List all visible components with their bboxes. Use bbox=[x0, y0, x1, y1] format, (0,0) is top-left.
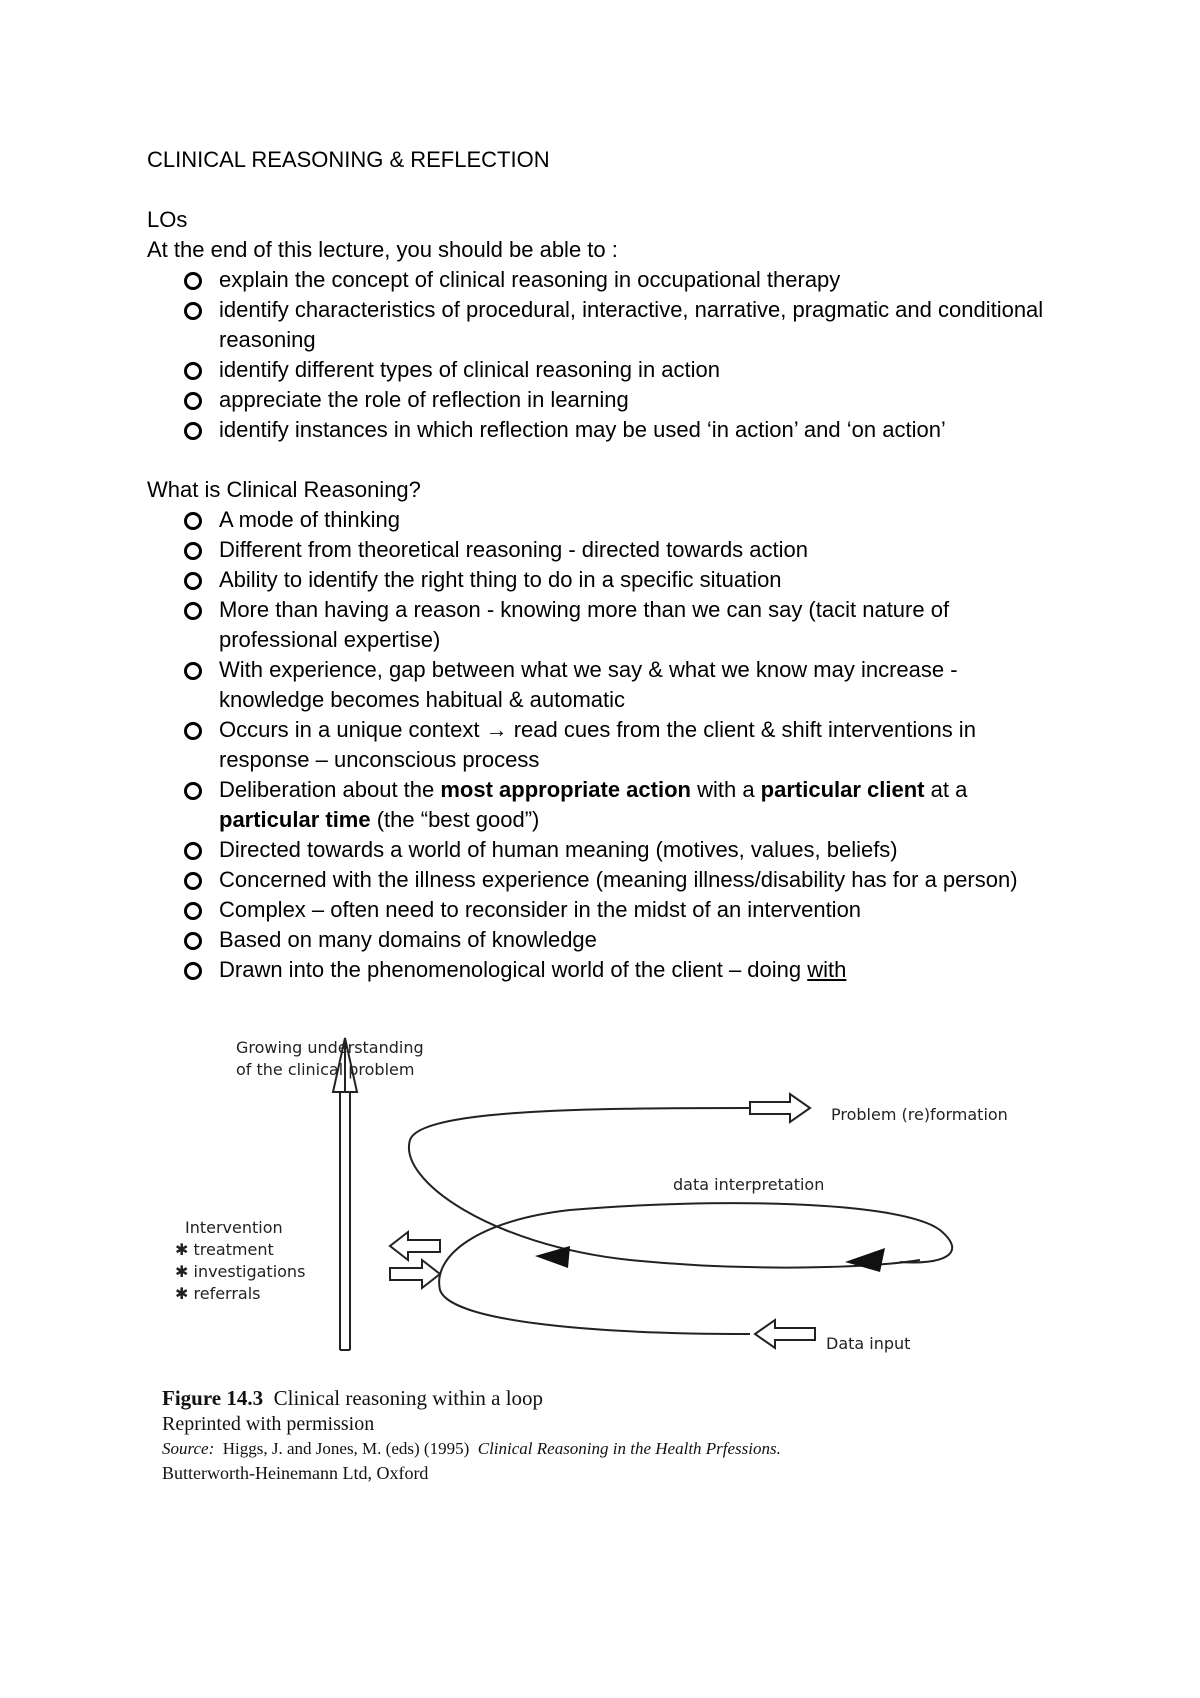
list-item: identify different types of clinical reasoning in action bbox=[219, 355, 1047, 385]
list-item: Occurs in a unique context → read cues from the client & shift interventions in response – unconscious process bbox=[219, 715, 1047, 775]
outer-loop-line bbox=[409, 1108, 920, 1268]
list-item: appreciate the role of reflection in learning bbox=[219, 385, 1047, 415]
list-item: Drawn into the phenomenological world of the client – doing with bbox=[219, 955, 1047, 985]
circle-bullet-icon bbox=[184, 602, 202, 620]
source-title: Clinical Reasoning in the Health Prfessions. bbox=[477, 1439, 781, 1458]
list-item: Ability to identify the right thing to do in a specific situation bbox=[219, 565, 1047, 595]
intervention-in-arrow bbox=[390, 1260, 440, 1288]
los-intro: At the end of this lecture, you should be able to : bbox=[147, 237, 618, 262]
list-item: Complex – often need to reconsider in the midst of an intervention bbox=[219, 895, 1047, 925]
circle-bullet-icon bbox=[184, 722, 202, 740]
star-icon: ✱ bbox=[175, 1240, 189, 1259]
intervention-item: ✱ referrals bbox=[175, 1284, 261, 1303]
list-item: Different from theoretical reasoning - directed towards action bbox=[219, 535, 1047, 565]
circle-bullet-icon bbox=[184, 662, 202, 680]
loop-arrowhead-left bbox=[535, 1246, 570, 1268]
source-label: Source: bbox=[162, 1439, 215, 1458]
circle-bullet-icon bbox=[184, 272, 202, 290]
circle-bullet-icon bbox=[184, 842, 202, 860]
top-label-line1: Growing understanding bbox=[236, 1038, 424, 1057]
list-item: A mode of thinking bbox=[219, 505, 1047, 535]
list-item: Directed towards a world of human meaning (motives, values, beliefs) bbox=[219, 835, 1047, 865]
intervention-out-arrow bbox=[390, 1232, 440, 1260]
source-authors: Higgs, J. and Jones, M. (eds) (1995) bbox=[222, 1439, 470, 1458]
intervention-item: ✱ investigations bbox=[175, 1262, 306, 1281]
what-is-list bbox=[147, 505, 1047, 985]
circle-bullet-icon bbox=[184, 932, 202, 950]
top-label-line2: of the clinical problem bbox=[236, 1060, 415, 1079]
list-item: identify instances in which reflection may be used ‘in action’ and ‘on action’ bbox=[219, 415, 1047, 445]
list-item: More than having a reason - knowing more than we can say (tacit nature of professional expertise) bbox=[219, 595, 1047, 655]
reprint-note: Reprinted with permission bbox=[162, 1413, 375, 1435]
list-item: explain the concept of clinical reasoning in occupational therapy bbox=[219, 265, 1047, 295]
los-list bbox=[147, 265, 1047, 445]
text-body bbox=[147, 145, 1047, 985]
circle-bullet-icon bbox=[184, 362, 202, 380]
circle-bullet-icon bbox=[184, 962, 202, 980]
data-input-arrow bbox=[755, 1320, 815, 1348]
list-item: Based on many domains of knowledge bbox=[219, 925, 1047, 955]
circle-bullet-icon bbox=[184, 872, 202, 890]
figure-caption bbox=[162, 1385, 1042, 1485]
list-item: identify characteristics of procedural, interactive, narrative, pragmatic and conditional reasoning bbox=[219, 295, 1047, 355]
figure-title: Clinical reasoning within a loop bbox=[273, 1386, 544, 1410]
page-title: CLINICAL REASONING & REFLECTION bbox=[147, 147, 550, 172]
circle-bullet-icon bbox=[184, 422, 202, 440]
list-item: With experience, gap between what we say & what we know may increase - knowledge becomes habitual & automatic bbox=[219, 655, 1047, 715]
circle-bullet-icon bbox=[184, 302, 202, 320]
problem-arrow bbox=[750, 1094, 810, 1122]
publisher: Butterworth-Heinemann Ltd, Oxford bbox=[162, 1463, 429, 1483]
data-interpretation-label: data interpretation bbox=[673, 1175, 825, 1194]
data-input-label: Data input bbox=[826, 1334, 911, 1353]
circle-bullet-icon bbox=[184, 782, 202, 800]
section-heading: What is Clinical Reasoning? bbox=[147, 477, 421, 502]
list-item: Concerned with the illness experience (meaning illness/disability has for a person) bbox=[219, 865, 1047, 895]
growing-understanding-arrow bbox=[333, 1038, 357, 1350]
intervention-title: Intervention bbox=[185, 1218, 283, 1237]
circle-bullet-icon bbox=[184, 392, 202, 410]
star-icon: ✱ bbox=[175, 1284, 189, 1303]
figure-number: Figure 14.3 bbox=[162, 1386, 264, 1410]
circle-bullet-icon bbox=[184, 902, 202, 920]
problem-reformation-label: Problem (re)formation bbox=[831, 1105, 1008, 1124]
intervention-item: ✱ treatment bbox=[175, 1240, 274, 1259]
los-label: LOs bbox=[147, 207, 188, 232]
circle-bullet-icon bbox=[184, 512, 202, 530]
circle-bullet-icon bbox=[184, 542, 202, 560]
loop-arrowhead-right bbox=[845, 1248, 885, 1272]
star-icon: ✱ bbox=[175, 1262, 189, 1281]
list-item: Deliberation about the most appropriate action with a particular client at a particular time (the “best good”) bbox=[219, 775, 1047, 835]
circle-bullet-icon bbox=[184, 572, 202, 590]
